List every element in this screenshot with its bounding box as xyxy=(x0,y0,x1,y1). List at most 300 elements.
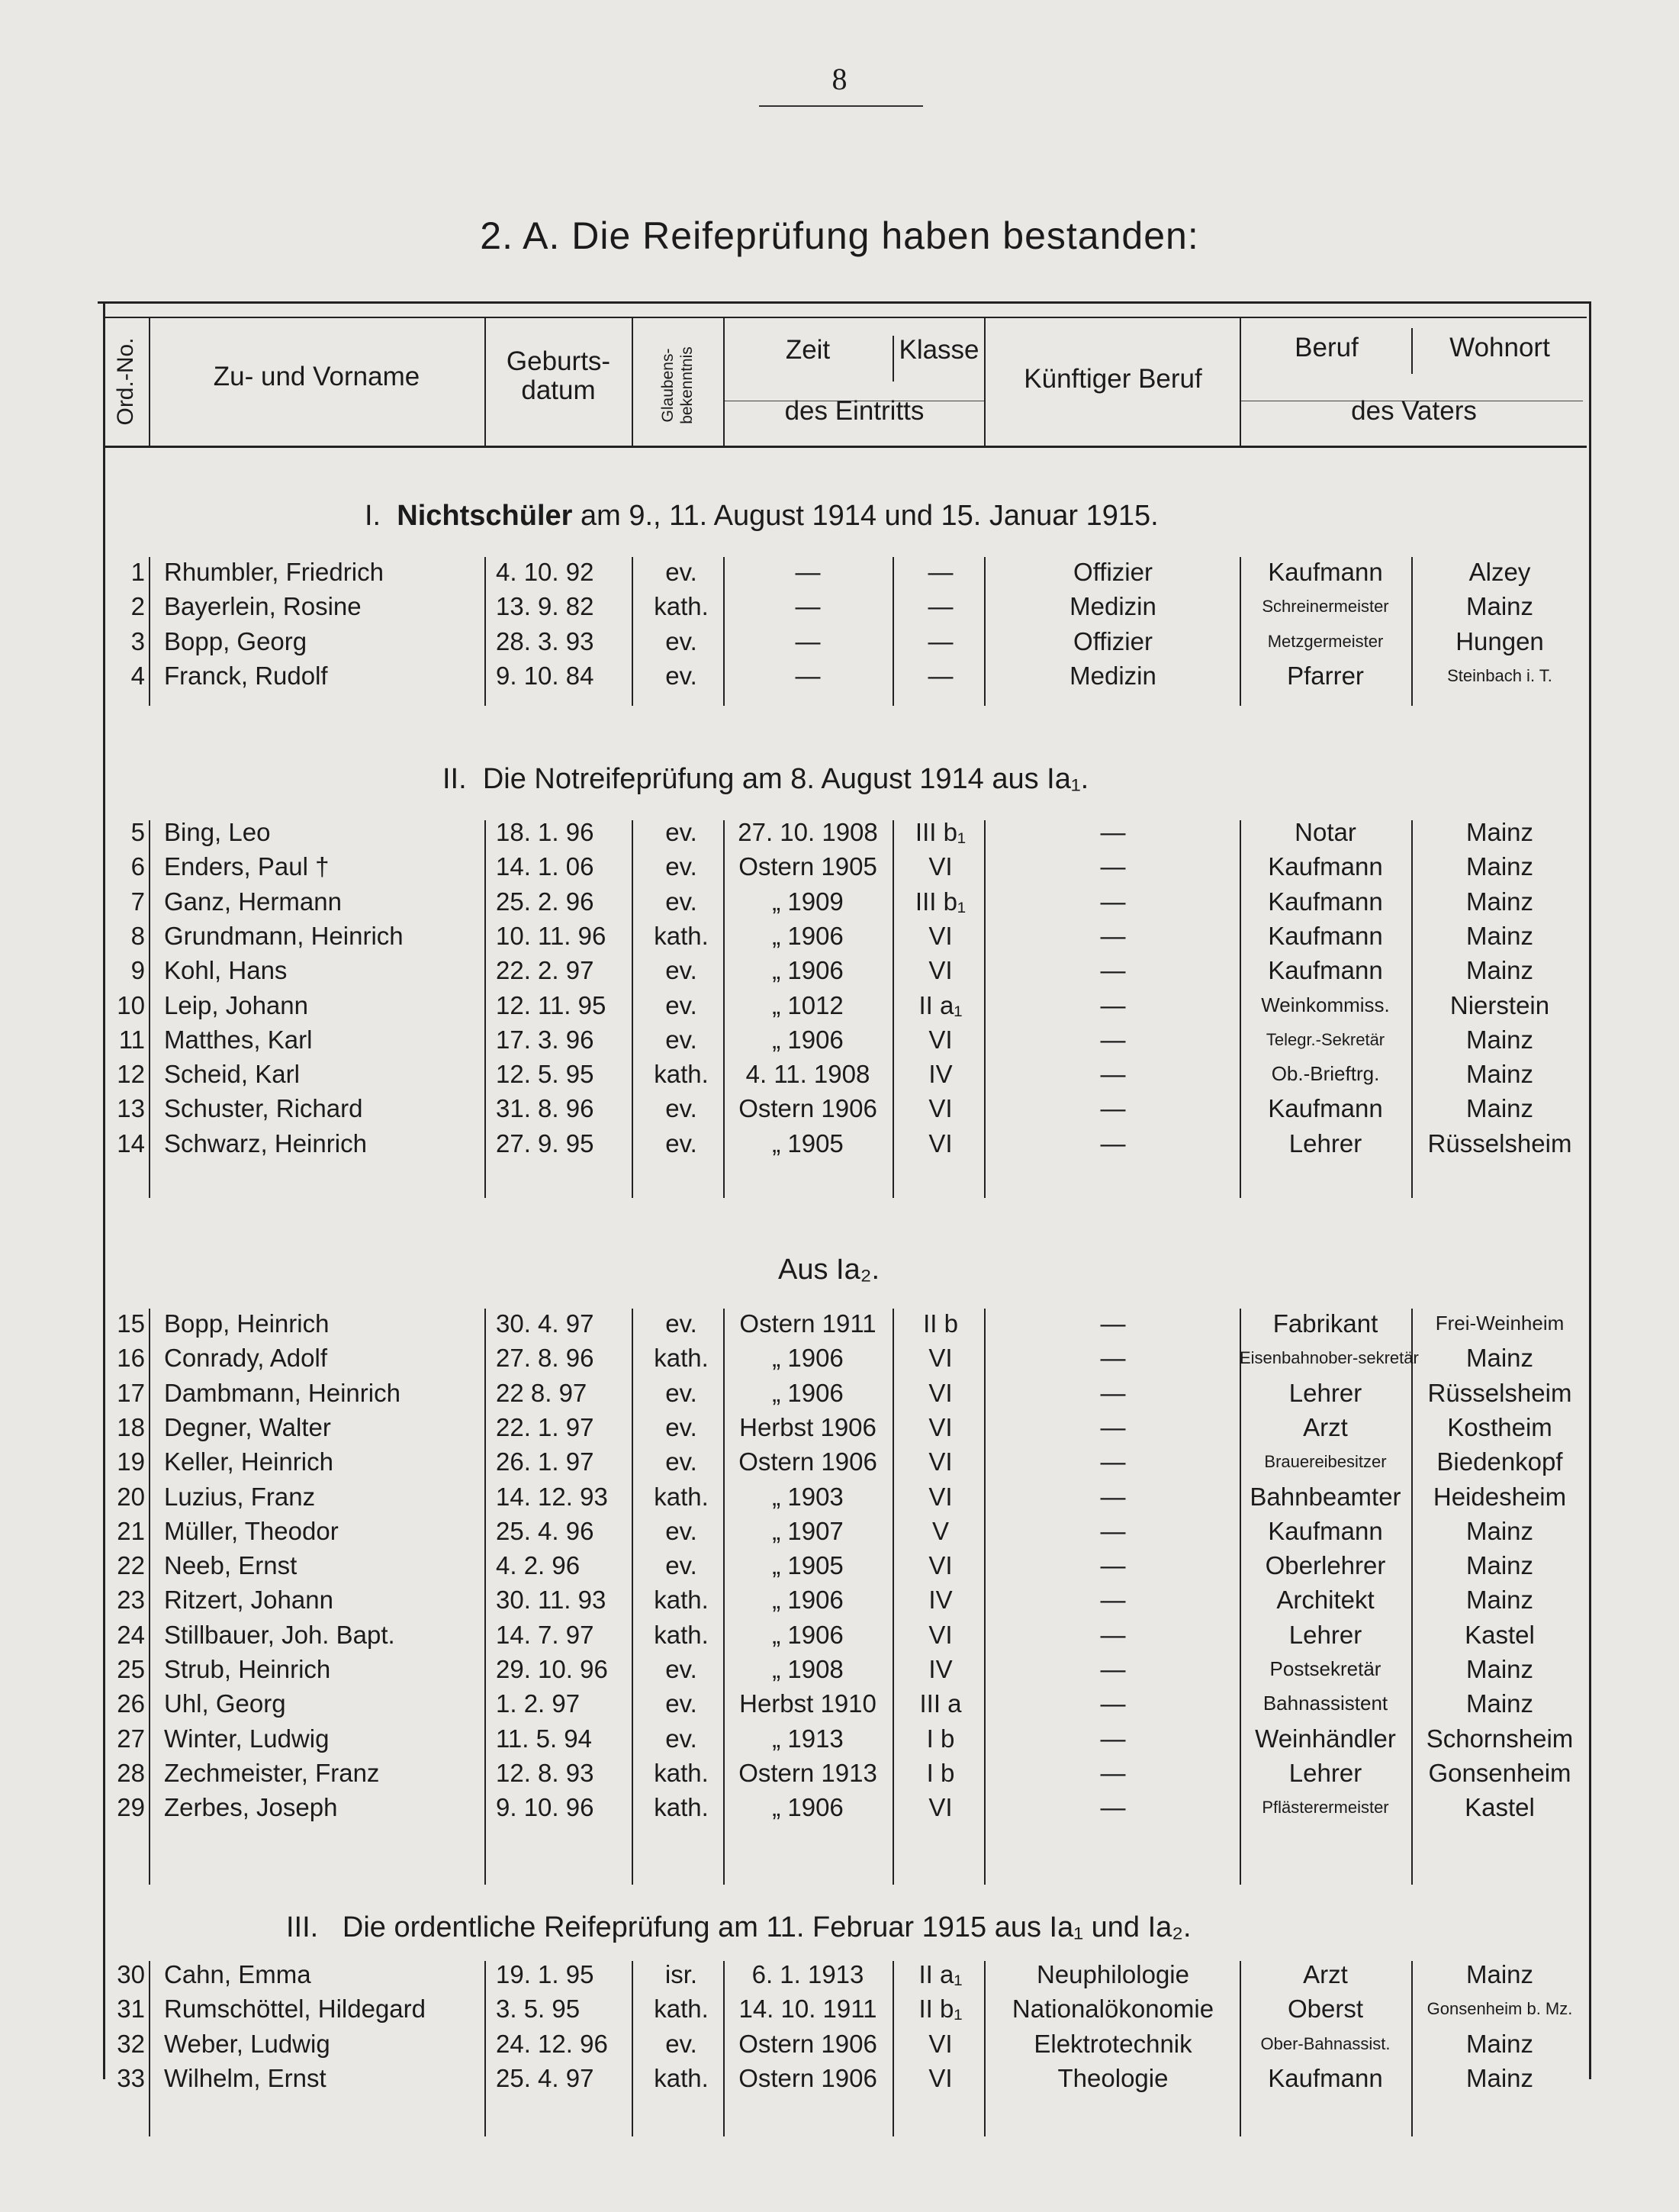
entry-time-cell: — xyxy=(795,661,821,690)
ord-no-cell: 4 xyxy=(130,661,145,690)
page-number: 8 xyxy=(831,62,848,96)
father-residence-cell: Steinbach i. T. xyxy=(1447,665,1552,685)
name-cell: Bing, Leo xyxy=(164,818,271,846)
religion-cell: ev. xyxy=(665,852,697,881)
name-cell: Bayerlein, Rosine xyxy=(164,592,362,621)
religion-cell: kath. xyxy=(654,1344,709,1373)
future-profession-cell: — xyxy=(1100,956,1126,985)
religion-cell: ev. xyxy=(665,1689,697,1718)
entry-time-cell: — xyxy=(795,592,821,621)
entry-class-cell: VI xyxy=(928,921,953,950)
ord-no-cell: 10 xyxy=(117,990,145,1019)
table-row xyxy=(0,1341,1679,1375)
entry-class-cell: VI xyxy=(928,1447,953,1476)
table-row xyxy=(0,2061,1679,2095)
ord-no-cell: 5 xyxy=(130,818,145,846)
entry-class-cell: — xyxy=(928,626,954,655)
father-residence-cell: Mainz xyxy=(1465,921,1534,950)
name-cell: Wilhelm, Ernst xyxy=(164,2063,326,2092)
father-residence-cell: Biedenkopf xyxy=(1436,1447,1563,1476)
father-profession-cell: Arzt xyxy=(1303,1412,1348,1441)
table-row xyxy=(0,1652,1679,1686)
future-profession-cell: — xyxy=(1100,1724,1126,1753)
section-number: I. xyxy=(365,500,381,532)
header-beruf: Beruf xyxy=(1295,333,1359,362)
entry-time-cell: „ 1906 xyxy=(772,1620,844,1649)
entry-time-cell: „ 1906 xyxy=(772,1025,844,1054)
entry-class-cell: II b₁ xyxy=(918,1995,963,2024)
entry-class-cell: VI xyxy=(928,1025,953,1054)
header-col-sep xyxy=(484,317,486,446)
entry-class-cell: VI xyxy=(928,1620,953,1649)
father-residence-cell: Kostheim xyxy=(1447,1412,1552,1441)
ord-no-cell: 23 xyxy=(117,1586,145,1615)
table-row xyxy=(0,1618,1679,1652)
father-profession-cell: Bahnbeamter xyxy=(1250,1482,1401,1511)
religion-cell: kath. xyxy=(654,1758,709,1787)
entry-class-cell: VI xyxy=(928,1551,953,1580)
entry-class-cell: V xyxy=(931,1516,949,1545)
birth-date-cell: 26. 1. 97 xyxy=(496,1447,594,1476)
entry-time-cell: „ 1906 xyxy=(772,1344,844,1373)
father-profession-cell: Weinhändler xyxy=(1255,1724,1396,1753)
father-residence-cell: Mainz xyxy=(1465,1689,1534,1718)
father-profession-cell: Pfarrer xyxy=(1287,661,1364,690)
entry-time-cell: „ 1906 xyxy=(772,921,844,950)
table-row xyxy=(0,988,1679,1022)
birth-date-cell: 3. 5. 95 xyxy=(496,1995,581,2024)
section-heading-1 xyxy=(365,500,1159,533)
name-cell: Uhl, Georg xyxy=(164,1689,286,1718)
religion-cell: ev. xyxy=(665,887,697,916)
entry-class-cell: — xyxy=(928,558,954,586)
entry-time-cell: „ 1906 xyxy=(772,1793,844,1822)
name-cell: Cahn, Emma xyxy=(164,1960,311,1988)
birth-date-cell: 24. 12. 96 xyxy=(496,2029,608,2058)
birth-date-cell: 9. 10. 84 xyxy=(496,661,594,690)
table-row xyxy=(0,1957,1679,1991)
father-profession-cell: Kaufmann xyxy=(1268,1516,1383,1545)
name-cell: Scheid, Karl xyxy=(164,1060,300,1089)
entry-class-cell: VI xyxy=(928,1482,953,1511)
birth-date-cell: 25. 4. 97 xyxy=(496,2063,594,2092)
future-profession-cell: — xyxy=(1100,1482,1126,1511)
entry-time-cell: 6. 1. 1913 xyxy=(751,1960,864,1988)
header-des-eintritts: des Eintritts xyxy=(784,396,925,426)
religion-cell: kath. xyxy=(654,1586,709,1615)
birth-date-cell: 10. 11. 96 xyxy=(496,921,606,950)
birth-date-cell: 9. 10. 96 xyxy=(496,1793,594,1822)
father-profession-cell: Ober-Bahnassist. xyxy=(1260,2033,1391,2053)
religion-cell: ev. xyxy=(665,1378,697,1407)
entry-time-cell: Ostern 1905 xyxy=(738,852,877,881)
father-residence-cell: Frei-Weinheim xyxy=(1435,1312,1565,1335)
future-profession-cell: — xyxy=(1100,1516,1126,1545)
father-residence-cell: Mainz xyxy=(1465,887,1534,916)
entry-class-cell: IV xyxy=(928,1586,953,1615)
birth-date-cell: 12. 5. 95 xyxy=(496,1060,594,1089)
birth-date-cell: 30. 11. 93 xyxy=(496,1586,606,1615)
ord-no-cell: 24 xyxy=(117,1620,145,1649)
section-heading-3 xyxy=(778,1254,880,1286)
entry-class-cell: VI xyxy=(928,1094,953,1123)
birth-date-cell: 28. 3. 93 xyxy=(496,626,594,655)
header-wohnort: Wohnort xyxy=(1449,333,1550,362)
religion-cell: ev. xyxy=(665,1094,697,1123)
father-profession-cell: Weinkommiss. xyxy=(1261,993,1390,1016)
table-row xyxy=(0,953,1679,987)
father-residence-cell: Heidesheim xyxy=(1433,1482,1567,1511)
future-profession-cell: — xyxy=(1100,1025,1126,1054)
religion-cell: kath. xyxy=(654,2063,709,2092)
entry-time-cell: Herbst 1910 xyxy=(739,1689,876,1718)
father-profession-cell: Lehrer xyxy=(1288,1758,1362,1787)
entry-class-cell: IV xyxy=(928,1655,953,1683)
ord-no-cell: 1 xyxy=(130,558,145,586)
future-profession-cell: — xyxy=(1100,1344,1126,1373)
entry-time-cell: Ostern 1913 xyxy=(738,1758,877,1787)
birth-date-cell: 17. 3. 96 xyxy=(496,1025,594,1054)
religion-cell: ev. xyxy=(665,1447,697,1476)
birth-date-cell: 22. 2. 97 xyxy=(496,956,594,985)
header-future: Künftiger Beruf xyxy=(1024,364,1202,394)
father-profession-cell: Telegr.-Sekretär xyxy=(1266,1029,1385,1049)
ord-no-cell: 12 xyxy=(117,1060,145,1089)
entry-class-cell: IV xyxy=(928,1060,953,1089)
father-profession-cell: Postsekretär xyxy=(1269,1657,1381,1680)
section-number: II. xyxy=(442,763,467,795)
entry-time-cell: Ostern 1906 xyxy=(738,1447,877,1476)
future-profession-cell: — xyxy=(1100,1378,1126,1407)
table-row xyxy=(0,815,1679,849)
religion-cell: kath. xyxy=(654,1793,709,1822)
father-residence-cell: Mainz xyxy=(1465,1060,1534,1089)
name-cell: Neeb, Ernst xyxy=(164,1551,298,1580)
entry-class-cell: VI xyxy=(928,1344,953,1373)
birth-date-cell: 4. 2. 96 xyxy=(496,1551,581,1580)
birth-date-cell: 31. 8. 96 xyxy=(496,1094,594,1123)
religion-cell: ev. xyxy=(665,1516,697,1545)
ord-no-cell: 30 xyxy=(117,1960,145,1988)
ord-no-cell: 33 xyxy=(117,2063,145,2092)
name-cell: Degner, Walter xyxy=(164,1412,331,1441)
header-col-sep xyxy=(1240,317,1241,446)
father-profession-cell: Oberlehrer xyxy=(1265,1551,1386,1580)
religion-cell: ev. xyxy=(665,661,697,690)
entry-time-cell: „ 1908 xyxy=(772,1655,844,1683)
religion-cell: ev. xyxy=(665,1551,697,1580)
ord-no-cell: 16 xyxy=(117,1344,145,1373)
birth-date-cell: 14. 7. 97 xyxy=(496,1620,594,1649)
ord-no-cell: 15 xyxy=(117,1309,145,1338)
future-profession-cell: — xyxy=(1100,1447,1126,1476)
religion-cell: isr. xyxy=(664,1960,698,1988)
entry-class-cell: — xyxy=(928,592,954,621)
birth-date-cell: 29. 10. 96 xyxy=(496,1655,608,1683)
father-residence-cell: Mainz xyxy=(1465,2029,1534,2058)
entry-class-cell: I b xyxy=(926,1724,955,1753)
header-col-sep xyxy=(984,317,986,446)
father-residence-cell: Mainz xyxy=(1465,592,1534,621)
entry-time-cell: Ostern 1906 xyxy=(738,2029,877,2058)
father-residence-cell: Rüsselsheim xyxy=(1427,1129,1572,1158)
entry-time-cell: 27. 10. 1908 xyxy=(738,818,878,846)
future-profession-cell: Medizin xyxy=(1069,661,1156,690)
table-row xyxy=(0,1756,1679,1790)
name-cell: Rumschöttel, Hildegard xyxy=(164,1995,426,2024)
father-residence-cell: Kastel xyxy=(1465,1620,1535,1649)
table-row xyxy=(0,849,1679,884)
section-number: III. xyxy=(286,1911,319,1943)
birth-date-cell: 30. 4. 97 xyxy=(496,1309,594,1338)
entry-time-cell: — xyxy=(795,626,821,655)
future-profession-cell: Offizier xyxy=(1073,558,1153,586)
entry-time-cell: 14. 10. 1911 xyxy=(738,1995,877,2024)
father-profession-cell: Kaufmann xyxy=(1268,887,1383,916)
entry-class-cell: VI xyxy=(928,1129,953,1158)
father-profession-cell: Brauereibesitzer xyxy=(1264,1452,1387,1472)
ord-no-cell: 19 xyxy=(117,1447,145,1476)
birth-date-cell: 14. 12. 93 xyxy=(496,1482,608,1511)
father-residence-cell: Mainz xyxy=(1465,1516,1534,1545)
section-text: Die Notreifeprüfung am 8. August 1914 aus Ia₁. xyxy=(482,763,1089,795)
religion-cell: kath. xyxy=(654,1060,709,1089)
name-cell: Stillbauer, Joh. Bapt. xyxy=(164,1620,395,1649)
table-top-rule-inner xyxy=(103,317,1587,318)
father-residence-cell: Rüsselsheim xyxy=(1427,1378,1572,1407)
entry-class-cell: VI xyxy=(928,2029,953,2058)
birth-date-cell: 13. 9. 82 xyxy=(496,592,594,621)
name-cell: Zerbes, Joseph xyxy=(164,1793,338,1822)
father-profession-cell: Lehrer xyxy=(1288,1378,1362,1407)
entry-time-cell: „ 1903 xyxy=(772,1482,844,1511)
name-cell: Müller, Theodor xyxy=(164,1516,339,1545)
future-profession-cell: — xyxy=(1100,990,1126,1019)
father-residence-cell: Mainz xyxy=(1465,852,1534,881)
name-cell: Matthes, Karl xyxy=(164,1025,313,1054)
entry-class-cell: II a₁ xyxy=(918,1960,963,1988)
entry-time-cell: „ 1905 xyxy=(772,1551,844,1580)
entry-time-cell: „ 1906 xyxy=(772,1378,844,1407)
father-profession-cell: Arzt xyxy=(1303,1960,1348,1988)
name-cell: Keller, Heinrich xyxy=(164,1447,333,1476)
ord-no-cell: 14 xyxy=(117,1129,145,1158)
table-row xyxy=(0,1091,1679,1125)
father-profession-cell: Lehrer xyxy=(1288,1129,1362,1158)
header-name: Zu- und Vorname xyxy=(213,362,420,391)
section-text: Aus Ia₂. xyxy=(778,1254,880,1286)
religion-cell: ev. xyxy=(665,1025,697,1054)
father-residence-cell: Gonsenheim xyxy=(1428,1758,1571,1787)
header-klasse: Klasse xyxy=(899,335,979,365)
table-row xyxy=(0,1514,1679,1548)
entry-class-cell: VI xyxy=(928,1378,953,1407)
name-cell: Grundmann, Heinrich xyxy=(164,921,404,950)
table-row xyxy=(0,1548,1679,1583)
entry-time-cell: Ostern 1906 xyxy=(738,1094,877,1123)
father-profession-cell: Lehrer xyxy=(1288,1620,1362,1649)
section-heading-4 xyxy=(286,1911,1192,1944)
religion-cell: ev. xyxy=(665,2029,697,2058)
birth-date-cell: 14. 1. 06 xyxy=(496,852,594,881)
table-row xyxy=(0,1444,1679,1479)
ord-no-cell: 11 xyxy=(118,1025,145,1054)
father-profession-cell: Schreinermeister xyxy=(1262,597,1389,617)
future-profession-cell: — xyxy=(1100,1412,1126,1441)
birth-date-cell: 4. 10. 92 xyxy=(496,558,594,586)
future-profession-cell: — xyxy=(1100,921,1126,950)
religion-cell: ev. xyxy=(665,1412,697,1441)
birth-date-cell: 22. 1. 97 xyxy=(496,1412,594,1441)
birth-date-cell: 25. 4. 96 xyxy=(496,1516,594,1545)
ord-no-cell: 32 xyxy=(117,2029,145,2058)
future-profession-cell: — xyxy=(1100,1793,1126,1822)
entry-class-cell: VI xyxy=(928,2063,953,2092)
ord-no-cell: 3 xyxy=(130,626,145,655)
entry-time-cell: „ 1909 xyxy=(772,887,844,916)
future-profession-cell: Elektrotechnik xyxy=(1034,2029,1192,2058)
header-des-vaters: des Vaters xyxy=(1351,396,1477,426)
father-residence-cell: Mainz xyxy=(1465,1586,1534,1615)
entry-time-cell: „ 1913 xyxy=(772,1724,844,1753)
name-cell: Franck, Rudolf xyxy=(164,661,328,690)
father-residence-cell: Mainz xyxy=(1465,1094,1534,1123)
name-cell: Ritzert, Johann xyxy=(164,1586,333,1615)
father-residence-cell: Mainz xyxy=(1465,1655,1534,1683)
future-profession-cell: Offizier xyxy=(1073,626,1153,655)
father-profession-cell: Metzgermeister xyxy=(1267,631,1384,651)
religion-cell: ev. xyxy=(665,1309,697,1338)
father-residence-cell: Mainz xyxy=(1465,1551,1534,1580)
ord-no-cell: 26 xyxy=(117,1689,145,1718)
religion-cell: kath. xyxy=(654,592,709,621)
birth-date-cell: 12. 11. 95 xyxy=(496,990,606,1019)
father-residence-cell: Mainz xyxy=(1465,818,1534,846)
name-cell: Kohl, Hans xyxy=(164,956,288,985)
ord-no-cell: 27 xyxy=(117,1724,145,1753)
name-cell: Luzius, Franz xyxy=(164,1482,316,1511)
entry-time-cell: 4. 11. 1908 xyxy=(745,1060,870,1089)
name-cell: Bopp, Heinrich xyxy=(164,1309,330,1338)
header-bottom-rule xyxy=(103,446,1587,448)
table-row xyxy=(0,624,1679,658)
father-profession-cell: Kaufmann xyxy=(1268,1094,1383,1123)
religion-cell: ev. xyxy=(665,990,697,1019)
table-row xyxy=(0,1057,1679,1091)
table-row xyxy=(0,1376,1679,1410)
ord-no-cell: 7 xyxy=(130,887,145,916)
ord-no-cell: 13 xyxy=(117,1094,145,1123)
header-ordno: Ord.-No. xyxy=(113,337,138,426)
future-profession-cell: Neuphilologie xyxy=(1037,1960,1189,1988)
birth-date-cell: 18. 1. 96 xyxy=(496,818,594,846)
father-profession-cell: Kaufmann xyxy=(1268,558,1383,586)
table-row xyxy=(0,1991,1679,2026)
entry-time-cell: Herbst 1906 xyxy=(739,1412,876,1441)
table-row xyxy=(0,1410,1679,1444)
page-title: 2. A. Die Reifeprüfung haben bestanden: xyxy=(480,214,1199,257)
entry-class-cell: III b₁ xyxy=(915,818,967,846)
future-profession-cell: — xyxy=(1100,1309,1126,1338)
name-cell: Zechmeister, Franz xyxy=(164,1758,380,1787)
section-text: am 9., 11. August 1914 und 15. Januar 1915. xyxy=(580,500,1159,532)
future-profession-cell: — xyxy=(1100,818,1126,846)
entry-time-cell: „ 1905 xyxy=(772,1129,844,1158)
section-heading-2 xyxy=(442,763,1089,796)
page-number-rule xyxy=(759,105,923,107)
future-profession-cell: — xyxy=(1100,1620,1126,1649)
birth-date-cell: 27. 9. 95 xyxy=(496,1129,594,1158)
table-row xyxy=(0,658,1679,693)
table-row xyxy=(0,1686,1679,1721)
name-cell: Enders, Paul † xyxy=(164,852,330,881)
father-residence-cell: Mainz xyxy=(1465,956,1534,985)
future-profession-cell: — xyxy=(1100,1551,1126,1580)
religion-cell: kath. xyxy=(654,921,709,950)
entry-class-cell: VI xyxy=(928,1412,953,1441)
father-residence-cell: Mainz xyxy=(1465,1960,1534,1988)
father-residence-cell: Mainz xyxy=(1465,2063,1534,2092)
ord-no-cell: 18 xyxy=(117,1412,145,1441)
religion-cell: kath. xyxy=(654,1620,709,1649)
name-cell: Leip, Johann xyxy=(164,990,308,1019)
header-col-sep xyxy=(632,317,633,446)
father-residence-cell: Gonsenheim b. Mz. xyxy=(1427,1999,1573,2019)
ord-no-cell: 28 xyxy=(117,1758,145,1787)
future-profession-cell: — xyxy=(1100,1689,1126,1718)
header-col-sep xyxy=(723,317,725,446)
table-row xyxy=(0,1479,1679,1514)
entry-class-cell: I b xyxy=(926,1758,955,1787)
header-col-sep xyxy=(149,317,150,446)
table-top-rule xyxy=(98,301,1589,304)
table-row xyxy=(0,1721,1679,1756)
entry-time-cell: Ostern 1906 xyxy=(738,2063,877,2092)
religion-cell: ev. xyxy=(665,1655,697,1683)
future-profession-cell: — xyxy=(1100,852,1126,881)
name-cell: Bopp, Georg xyxy=(164,626,307,655)
ord-no-cell: 29 xyxy=(117,1793,145,1822)
father-residence-cell: Mainz xyxy=(1465,1344,1534,1373)
ord-no-cell: 2 xyxy=(130,592,145,621)
future-profession-cell: — xyxy=(1100,1060,1126,1089)
header-birth: Geburts-datum xyxy=(506,346,611,405)
religion-cell: ev. xyxy=(665,1129,697,1158)
name-cell: Conrady, Adolf xyxy=(164,1344,328,1373)
name-cell: Strub, Heinrich xyxy=(164,1655,331,1683)
father-residence-cell: Schornsheim xyxy=(1426,1724,1574,1753)
ord-no-cell: 9 xyxy=(130,956,145,985)
religion-cell: ev. xyxy=(665,558,697,586)
name-cell: Dambmann, Heinrich xyxy=(164,1378,400,1407)
table-row xyxy=(0,919,1679,953)
father-profession-cell: Bahnassistent xyxy=(1262,1692,1388,1715)
header-religion: Glaubens-bekenntnis xyxy=(659,346,696,424)
father-profession-cell: Notar xyxy=(1295,818,1356,846)
ord-no-cell: 6 xyxy=(130,852,145,881)
entry-class-cell: VI xyxy=(928,852,953,881)
religion-cell: ev. xyxy=(665,818,697,846)
ord-no-cell: 31 xyxy=(117,1995,145,2024)
ord-no-cell: 20 xyxy=(117,1482,145,1511)
ord-no-cell: 22 xyxy=(117,1551,145,1580)
entry-class-cell: II b xyxy=(923,1309,958,1338)
birth-date-cell: 25. 2. 96 xyxy=(496,887,594,916)
future-profession-cell: Medizin xyxy=(1069,592,1156,621)
ord-no-cell: 17 xyxy=(117,1378,145,1407)
header-col-sep xyxy=(1411,328,1413,374)
entry-class-cell: II a₁ xyxy=(918,990,963,1019)
